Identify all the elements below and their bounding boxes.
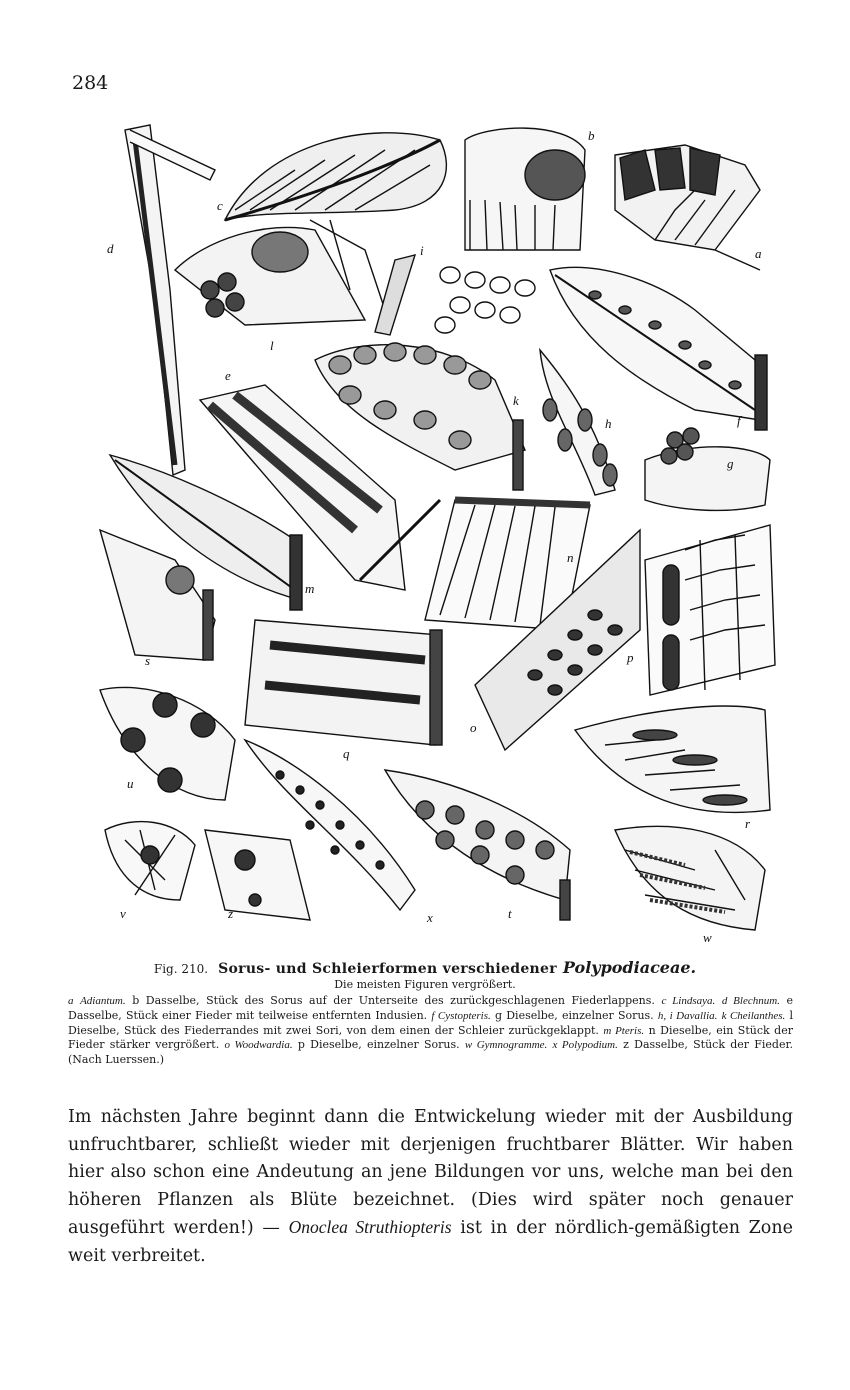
figure-i-drawing	[375, 255, 535, 335]
legend-x: x Polypodium.	[552, 1039, 618, 1052]
body-paragraph	[68, 1104, 793, 1270]
legend-e: e Dasselbe, Stück einer Fieder mit teilweise entfernten Indusien.	[68, 994, 794, 1022]
label-k: k	[513, 393, 519, 408]
label-f: f	[737, 413, 741, 428]
label-m: m	[305, 581, 315, 596]
figure-a-drawing	[615, 145, 760, 270]
page-number: 284	[72, 72, 109, 94]
legend-o: o Woodwardia.	[224, 1039, 293, 1052]
caption-title-text: Sorus- und Schleierformen verschiedener	[218, 961, 557, 977]
figure-q-drawing	[245, 620, 442, 745]
label-e: e	[225, 368, 231, 383]
fern-sori-illustration	[95, 110, 785, 950]
figure-legend	[68, 994, 793, 1068]
figure-w-drawing	[615, 826, 765, 930]
legend-h-i: h, i Davallia.	[657, 1009, 718, 1022]
legend-g: g Dieselbe, einzelner Sorus.	[494, 1008, 654, 1022]
label-w: w	[703, 930, 712, 945]
label-l: l	[270, 338, 274, 353]
figure-v-drawing	[105, 822, 195, 900]
legend-f: f Cystopteris.	[431, 1009, 491, 1022]
label-z: z	[228, 906, 234, 921]
figure-u-drawing	[100, 687, 235, 800]
figure-caption-title	[0, 958, 850, 977]
figure-c-drawing	[225, 133, 446, 220]
label-p: p	[627, 650, 634, 665]
label-c: c	[217, 198, 223, 213]
label-u: u	[127, 776, 134, 791]
label-s: s	[145, 653, 151, 668]
legend-l: l Dieselbe, Stück des Fiederrandes mit zwei Sori, von dem einen der Schleier zurückgeklappt.	[68, 1008, 794, 1037]
body-text-part-1: Im nächsten Jahre beginnt dann die Entwickelung wieder mit der Ausbildung unfruchtbarer, schließt wieder mit derjenigen fruchtbarer Blätter. Wir haben hier also schon eine Andeutung an jene Bildungen vor uns, welche man bei den höheren Pflanzen als Blüte bezeichnet. (Dies wird später noch genauer ausgeführt werden!) —	[68, 1107, 793, 1238]
label-d: d	[107, 241, 114, 256]
figure-number: Fig. 210.	[153, 962, 209, 976]
legend-a-name: Adiantum.	[80, 995, 126, 1007]
label-q: q	[343, 746, 350, 761]
label-x: x	[427, 910, 433, 925]
figure-l-drawing	[175, 220, 385, 325]
legend-a-letter: a	[68, 995, 74, 1007]
species-name: Onoclea Struthiopteris	[288, 1217, 452, 1237]
label-a: a	[755, 246, 762, 261]
figure-g-drawing	[645, 428, 770, 510]
label-o: o	[470, 720, 477, 735]
figure-d-drawing	[125, 125, 215, 475]
figure-p-drawing	[645, 525, 775, 695]
figure-r-drawing	[575, 706, 770, 812]
label-i: i	[420, 243, 424, 258]
figure-b-drawing	[465, 128, 585, 250]
label-r: r	[745, 816, 751, 831]
legend-d: d Blechnum.	[721, 995, 780, 1007]
legend-w: w Gymnogramme.	[464, 1039, 548, 1052]
legend-m: m Pteris.	[603, 1024, 645, 1037]
figure-t-drawing	[385, 770, 570, 920]
label-g: g	[727, 456, 734, 471]
label-v: v	[120, 906, 126, 921]
figure-z-drawing	[205, 830, 310, 920]
legend-z: z Dasselbe, Stück der Fieder. (Nach Luerssen.)	[68, 1038, 794, 1067]
figure-caption-subtitle: Die meisten Figuren vergrößert.	[334, 978, 516, 991]
caption-title-italic: Polypodiaceae.	[562, 958, 697, 977]
legend-b: b Dasselbe, Stück des Sorus auf der Unterseite des zurückgeschlagenen Fiederlappens.	[132, 994, 655, 1007]
legend-n: n Dieselbe, ein Stück der Fieder stärker vergrößert.	[68, 1023, 793, 1052]
label-n: n	[567, 550, 574, 565]
figure-f-drawing	[550, 267, 767, 430]
label-t: t	[508, 906, 512, 921]
legend-p: p Dieselbe, einzelner Sorus.	[297, 1038, 460, 1052]
label-b: b	[588, 128, 595, 143]
label-h: h	[605, 416, 612, 431]
body-text-part-2: ist in der nördlich-gemäßigten Zone weit verbreitet.	[68, 1218, 793, 1266]
legend-c: c Lindsaya.	[661, 995, 716, 1007]
legend-k: k Cheilanthes.	[721, 1009, 786, 1022]
